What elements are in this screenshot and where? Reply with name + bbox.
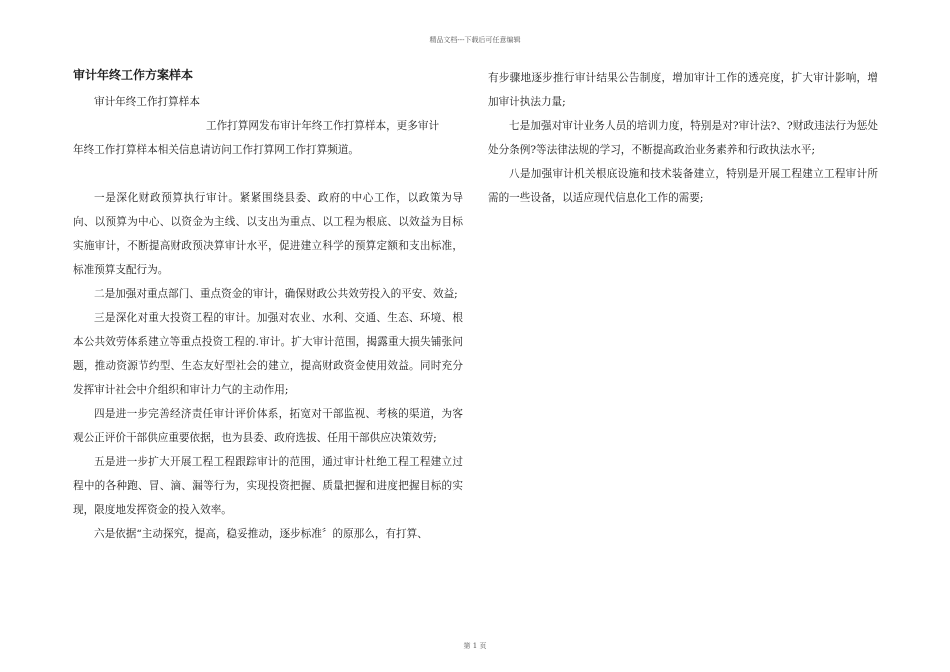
paragraph-item-7: 七是加强对审计业务人员的培训力度，特别是对?审计法?、?财政违法行为惩处处分条例?等法律法规的学习，不断提高政治业务素养和行政执法水平;: [488, 120, 878, 156]
paragraph-item-5: 五是进一步扩大开展工程工程跟踪审计的范围，通过审计杜绝工程工程建立过程中的各种跑、冒、滴、漏等行为，实现投资把握、质量把握和进度把握目标的实现，限度地发挥资金的投入效率。: [73, 456, 463, 516]
left-column: [73, 66, 463, 546]
right-column: [488, 66, 878, 210]
spacer: [73, 162, 463, 186]
page-header-note: 精品文档---下载后可任意编辑: [429, 36, 521, 44]
paragraph-item-6: 六是依据“主动探究，提高，稳妥推动，逐步标准〞的原那么，有打算、: [94, 528, 428, 540]
paragraph-continuation: 有步骤地逐步推行审计结果公告制度，增加审计工作的透亮度，扩大审计影响，增加审计执法力量;: [488, 72, 878, 108]
intro-line-2: 年终工作打算样本相关信息请访问工作打算网工作打算频道。: [73, 144, 360, 156]
paragraph-item-3: 三是深化对重大投资工程的审计。加强对农业、水利、交通、生态、环境、根本公共效劳体系建立等重点投资工程的.审计。扩大审计范围，揭露重大损失铺张问题，推动资源节约型、生态友好型社会的建立，提高财政资金使用效益。同时充分发挥审计社会中介组织和审计力气的主动作用;: [73, 312, 463, 396]
intro-line-1: 工作打算网发布审计年终工作打算样本，更多审计: [206, 120, 440, 132]
document-title: 审计年终工作方案样本: [73, 68, 194, 82]
paragraph-item-8: 八是加强审计机关根底设施和技术装备建立，特别是开展工程建立工程审计所需的一些设备，以适应现代信息化工作的需要;: [488, 168, 878, 204]
subtitle: 审计年终工作打算样本: [94, 96, 200, 108]
paragraph-item-4: 四是进一步完善经济责任审计评价体系，拓宽对干部监视、考核的渠道，为客观公正评价干部供应重要依据，也为县委、政府选拔、任用干部供应决策效劳;: [73, 408, 463, 444]
paragraph-item-1: 一是深化财政预算执行审计。紧紧围绕县委、政府的中心工作，以政策为导向、以预算为中心、以资金为主线、以支出为重点、以工程为根底、以效益为目标实施审计，不断提高财政预决算审计水平，促进建立科学的预算定额和支出标准，标准预算支配行为。: [73, 192, 463, 276]
paragraph-item-2: 二是加强对重点部门、重点资金的审计，确保财政公共效劳投入的平安、效益;: [94, 288, 458, 300]
page-number: 第 1 页: [463, 642, 487, 650]
